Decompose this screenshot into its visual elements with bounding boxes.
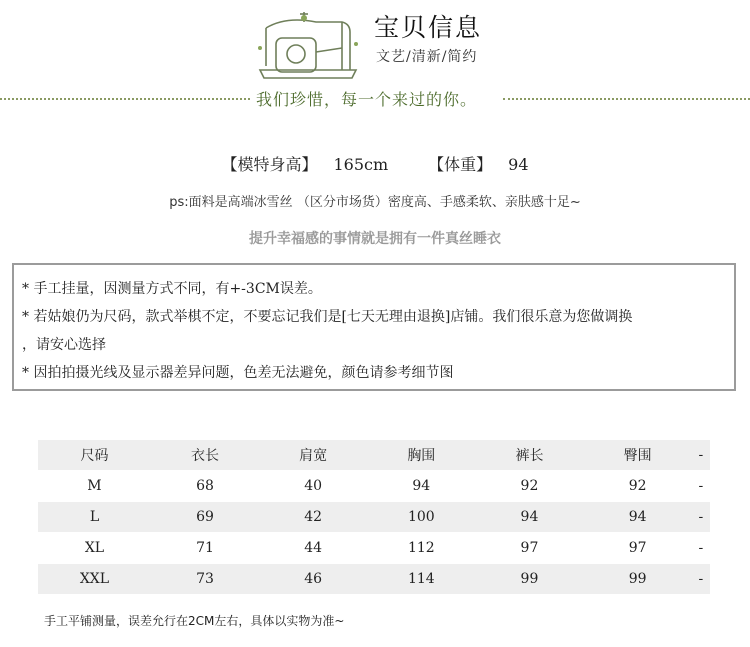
table-header-cell: 裤长 bbox=[475, 440, 583, 471]
table-cell: 71 bbox=[196, 540, 214, 556]
page-subtitle: 文艺/清新/简约 bbox=[376, 49, 478, 65]
table-row bbox=[38, 502, 710, 533]
model-info bbox=[0, 152, 750, 175]
table-cell: 46 bbox=[259, 564, 367, 595]
table-cell: - bbox=[692, 502, 710, 533]
page-title: 宝贝信息 bbox=[374, 13, 483, 42]
table-header-cell: 肩宽 bbox=[259, 440, 367, 471]
model-height-label: 【模特身高】 bbox=[221, 155, 318, 174]
table-cell: 92 bbox=[520, 478, 539, 494]
table-row bbox=[38, 533, 710, 564]
table-cell: 73 bbox=[151, 564, 259, 595]
table-cell: 94 bbox=[412, 478, 431, 494]
table-cell: 100 bbox=[367, 502, 475, 533]
dotted-divider-right bbox=[503, 98, 750, 100]
table-cell: XL bbox=[84, 540, 105, 556]
table-cell: 92 bbox=[628, 478, 647, 494]
table-cell: - bbox=[698, 540, 704, 556]
table-header-cell: 衣长 bbox=[151, 440, 259, 471]
notice-line-3: ，请安心选择 bbox=[22, 337, 106, 353]
tagline: 提升幸福感的事情就是拥有一件真丝睡衣 bbox=[249, 231, 501, 247]
table-cell: - bbox=[698, 478, 704, 494]
fabric-note: ps:面料是高端冰雪丝 （区分市场货）密度高、手感柔软、亲肤感十足~ bbox=[169, 195, 581, 210]
notice-box bbox=[12, 263, 736, 391]
table-header-cell: - bbox=[692, 440, 710, 471]
table-header-cell: 臀围 bbox=[584, 440, 692, 471]
model-weight-label: 【体重】 bbox=[428, 155, 493, 174]
table-header-row bbox=[38, 440, 710, 471]
notice-line-4: * 因拍拍摄光线及显示器差异问题，色差无法避免，颜色请参考细节图 bbox=[22, 365, 454, 381]
dotted-divider-left bbox=[0, 98, 250, 100]
table-cell: 97 bbox=[520, 540, 539, 556]
table-cell: 44 bbox=[304, 540, 323, 556]
table-cell: 94 bbox=[584, 502, 692, 533]
table-cell: 114 bbox=[367, 564, 475, 595]
model-height-value: 165cm bbox=[333, 155, 389, 174]
notice-line-2: * 若姑娘仍为尺码，款式举棋不定，不要忘记我们是[七天无理由退换]店铺。我们很乐意为您做调换 bbox=[22, 309, 633, 325]
notice-line-1: * 手工挂量，因测量方式不同，有+-3CM误差。 bbox=[22, 281, 322, 297]
table-row bbox=[38, 564, 710, 595]
table-header-cell: 尺码 bbox=[38, 440, 151, 471]
table-header-cell: 胸围 bbox=[367, 440, 475, 471]
table-cell: 112 bbox=[407, 540, 435, 556]
table-cell: 68 bbox=[196, 478, 214, 494]
table-cell: M bbox=[87, 478, 102, 494]
sewing-machine-icon bbox=[246, 8, 362, 86]
slogan: 我们珍惜，每一个来过的你。 bbox=[256, 90, 478, 109]
table-cell: 42 bbox=[259, 502, 367, 533]
measurement-footnote: 手工平铺测量，误差允行在2CM左右，具体以实物为准~ bbox=[44, 614, 345, 628]
table-cell: 69 bbox=[151, 502, 259, 533]
table-row bbox=[38, 471, 710, 502]
table-cell: L bbox=[38, 502, 151, 533]
table-cell: 40 bbox=[304, 478, 323, 494]
table-cell: - bbox=[692, 564, 710, 595]
table-cell: XXL bbox=[38, 564, 151, 595]
size-table bbox=[38, 440, 710, 595]
table-cell: 99 bbox=[584, 564, 692, 595]
table-cell: 99 bbox=[475, 564, 583, 595]
table-cell: 97 bbox=[628, 540, 647, 556]
table-cell: 94 bbox=[475, 502, 583, 533]
model-weight-value: 94 bbox=[508, 155, 529, 174]
